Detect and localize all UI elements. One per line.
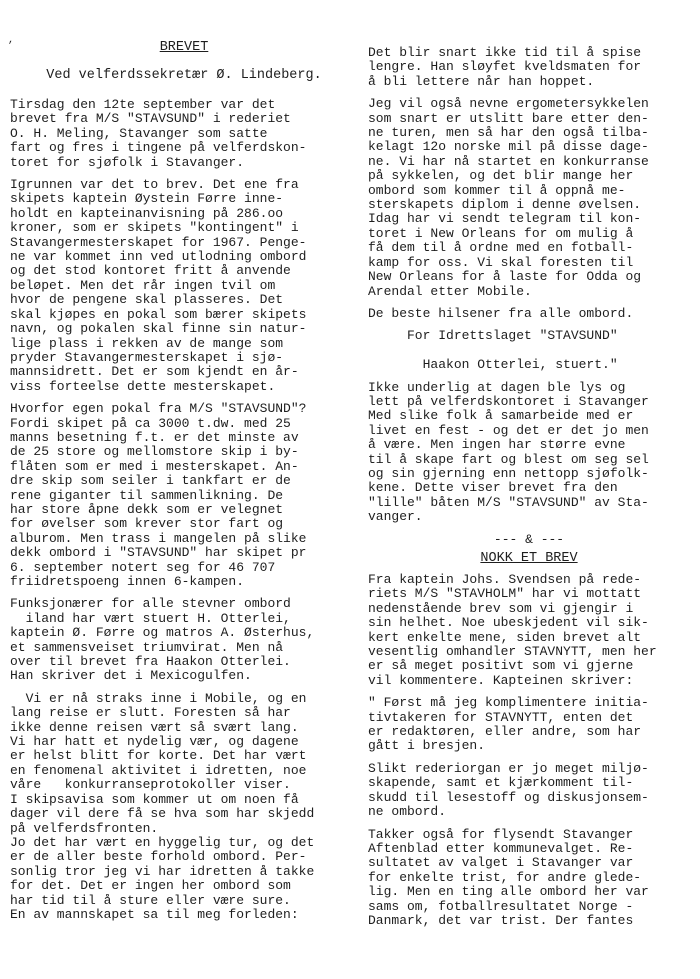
text-line: lig. Men en ting alle ombord her var — [368, 885, 649, 900]
text-line: en fenomenal aktivitet i idretten, noe — [10, 763, 307, 778]
paragraph — [368, 46, 690, 89]
right-column — [368, 46, 690, 936]
text-line: hvor de pengene skal plasseres. Det — [10, 293, 284, 308]
text-line: gått i bresjen. — [368, 739, 486, 754]
text-line: skal kjøpes en pokal som bærer skipets — [10, 307, 307, 322]
right-paragraphs-bottom — [368, 573, 690, 928]
text-line: få dem til å ordne med en fotball- — [368, 241, 634, 256]
section-separator: --- & --- — [493, 531, 565, 547]
text-line: ne. Vi har nå startet en konkurranse — [368, 154, 649, 169]
text-line: kelagt 12o norske mil på disse dage- — [368, 140, 649, 155]
text-line: lige plass i rekken av de mange som — [10, 336, 284, 351]
right-paragraphs-top — [368, 46, 690, 321]
signature-line: Haakon Otterlei, stuert." — [368, 357, 618, 373]
text-line: har tid til å sture eller være sure. — [10, 893, 291, 908]
text-line: og det stod kontoret fritt å anvende — [10, 264, 291, 279]
text-line: riets M/S "STAVHOLM" har vi mottatt — [368, 587, 642, 602]
text-line: " Først må jeg komplimentere initia- — [368, 696, 649, 711]
text-line: de 25 store og mellomstore skip i by- — [10, 445, 299, 460]
text-line: skudd til lesestoff og diskusjonsem- — [368, 790, 649, 805]
text-line: dre skip som seiler i tankfart er de — [10, 474, 291, 489]
text-line: for det. Det er ingen her ombord som — [10, 879, 291, 894]
text-line: "lille" båten M/S "STAVSUND" av Sta- — [368, 495, 649, 510]
text-line: navn, og pokalen skal finne sin natur- — [10, 322, 307, 337]
text-line: et sammensveiset triumvirat. Men nå — [10, 640, 284, 655]
text-line: livet en fest - og det er det jo men — [368, 423, 649, 438]
article-byline: Ved velferdssekretær Ø. Lindeberg. — [46, 68, 322, 83]
text-line: tivtakeren for STAVNYTT, enten det — [368, 710, 634, 725]
paragraph — [368, 696, 690, 754]
text-line: kroner, som er skipets "kontingent" i — [10, 221, 299, 236]
text-line: dekk ombord i "STAVSUND" har skipet pr — [10, 546, 307, 561]
paragraph — [10, 692, 358, 923]
text-line: lett på velferdskontoret i Stavanger — [368, 394, 649, 409]
text-line: fart og fres i tingene på velferdskon- — [10, 141, 307, 156]
text-line: ikke denne reisen vært så svært lang. — [10, 720, 299, 735]
text-line: Vi er nå straks inne i Mobile, og en — [10, 691, 307, 706]
text-line: er de aller beste forhold ombord. Per- — [10, 850, 307, 865]
corner-mark: , — [8, 35, 15, 46]
text-line: skipets kaptein Øystein Førre inne- — [10, 192, 284, 207]
text-line: I skipsavisa som kommer ut om noen få — [10, 792, 299, 807]
left-paragraphs — [10, 98, 358, 922]
text-line: sterskapets diplom i denne øvelsen. — [368, 198, 642, 213]
text-line: er så meget positivt som vi gjerne — [368, 659, 634, 674]
text-line: Jo det har vært en hyggelig tur, og det — [10, 835, 315, 850]
text-line: Slikt rederiorgan er jo meget miljø- — [368, 761, 649, 776]
text-line: for øvelser som krever stor fart og — [10, 517, 284, 532]
text-line: å bli lettere når han hoppet. — [368, 74, 595, 89]
text-line: Danmark, det var trist. Der fantes — [368, 913, 634, 928]
text-line: Det blir snart ikke tid til å spise — [368, 46, 642, 60]
text-line: skapende, samt et kjærkomment til- — [368, 776, 634, 791]
text-line: å være. Men ingen har større evne — [368, 438, 626, 453]
text-line: beløpet. Men det rår ingen tvil om — [10, 278, 276, 293]
text-line: til å skape fart og blest om seg sel — [368, 452, 649, 467]
second-heading: NOKK ET BREV — [480, 551, 578, 566]
text-line: Stavangermesterskapet for 1967. Penge- — [10, 235, 307, 250]
text-line: Tirsdag den 12te september var det — [10, 98, 276, 112]
text-line: holdt en kapteinanvisning på 286.oo — [10, 206, 284, 221]
text-line: vil kommentere. Kapteinen skriver: — [368, 673, 634, 688]
text-line: alburom. Men trass i mangelen på slike — [10, 531, 307, 546]
text-line: lengre. Han sløyfet kveldsmaten for — [368, 60, 642, 75]
text-line: Aftenblad etter kommunevalget. Re- — [368, 841, 634, 856]
signature-line: For Idrettslaget "STAVSUND" — [368, 328, 618, 344]
text-line: kene. Dette viser brevet fra den — [368, 481, 618, 496]
text-line: De beste hilsener fra alle ombord. — [368, 306, 634, 321]
text-line: mannsidrett. Det er som kjendt en år- — [10, 365, 299, 380]
text-line: nedenstående brev som vi gjengir i — [368, 601, 634, 616]
text-line: ne ombord. — [368, 805, 447, 820]
paragraph — [368, 762, 690, 820]
text-line: Idag har vi sendt telegram til kon- — [368, 212, 642, 227]
text-line: flåten som er med i mesterskapet. An- — [10, 459, 299, 474]
paragraph — [368, 573, 690, 688]
text-line: på velferdsfronten. — [10, 821, 159, 836]
text-line: friidretspoeng innen 6-kampen. — [10, 575, 245, 589]
text-line: En av mannskapet sa til meg forleden: — [10, 907, 299, 922]
text-line: New Orleans for å laste for Odda og — [368, 270, 642, 285]
paragraph — [368, 828, 690, 929]
paragraph — [368, 307, 690, 321]
signature-block — [368, 329, 690, 372]
text-line: Med slike folk å samarbeide med er — [368, 409, 634, 424]
text-line: er redaktøren, eller andre, som har — [368, 725, 642, 740]
text-line: sams om, fotballresultatet Norge - — [368, 899, 634, 914]
text-line: Fra kaptein Johs. Svendsen på rede- — [368, 573, 642, 587]
text-line: kert enkelte mene, siden brevet alt — [368, 630, 642, 645]
text-line: toret i New Orleans for om mulig å — [368, 226, 634, 241]
text-line: vanger. — [368, 510, 423, 525]
text-line: Funksjonærer for alle stevner ombord — [10, 597, 291, 612]
paragraph — [10, 402, 358, 589]
paragraph — [368, 381, 690, 525]
paragraph — [10, 98, 358, 170]
text-line: manns besetning f.t. er det minste av — [10, 430, 299, 445]
text-line: sonlig tror jeg vi har idretten å takke — [10, 864, 315, 879]
text-line: og sin gjerning enn nettopp sjøfolk- — [368, 466, 649, 481]
text-line: sin helhet. Noe ubeskjedent vil sik- — [368, 616, 649, 631]
text-line: for enkelte trist, for andre glede- — [368, 870, 642, 885]
text-line: over til brevet fra Haakon Otterlei. — [10, 655, 291, 670]
text-line: Takker også for flysendt Stavanger — [368, 827, 634, 842]
text-line: sultatet av valget i Stavanger var — [368, 856, 634, 871]
text-line: brevet fra M/S "STAVSUND" i rederiet — [10, 112, 291, 127]
text-line: dager vil dere få se hva som har skjedd — [10, 807, 315, 822]
text-line: Igrunnen var det to brev. Det ene fra — [10, 178, 299, 193]
text-line: ne var kommet inn ved utlodning ombord — [10, 250, 307, 265]
text-line: vesentlig omhandler STAVNYTT, men her — [368, 645, 657, 660]
text-line: Han skriver det i Mexicogulfen. — [10, 669, 252, 684]
text-line: som snart er utslitt bare etter den- — [368, 111, 649, 126]
text-line: kamp for oss. Vi skal foresten til — [368, 255, 634, 270]
text-line: på sykkelen, og det blir mange her — [368, 169, 634, 184]
signature-line — [368, 344, 690, 358]
text-line: viss forteelse dette mesterskapet. — [10, 379, 276, 394]
text-line: 6. september notert seg for 46 707 — [10, 560, 276, 575]
text-line: ombord som kommer til å oppnå me- — [368, 183, 626, 198]
text-line: lang reise er slutt. Foresten så har — [10, 706, 291, 721]
article-heading: BREVET — [159, 40, 209, 55]
text-line: Arendal etter Mobile. — [368, 284, 532, 299]
text-line: Vi har hatt et nydelig vær, og dagene — [10, 735, 299, 750]
text-line: toret for sjøfolk i Stavanger. — [10, 155, 245, 170]
text-line: rene giganter til sammenlikning. De — [10, 488, 284, 503]
text-line: Ikke underlig at dagen ble lys og — [368, 380, 626, 395]
text-line: har store åpne dekk som er velegnet — [10, 502, 284, 517]
left-column — [10, 40, 358, 930]
text-line: våre konkurranseprotokoller viser. — [10, 778, 291, 793]
text-line: er helst blitt for korte. Det har vært — [10, 749, 307, 764]
text-line: kaptein Ø. Førre og matros A. Østerhus, — [10, 626, 315, 641]
text-line: ne turen, men så har den også tilba- — [368, 126, 649, 141]
text-line: O. H. Meling, Stavanger som satte — [10, 126, 268, 141]
text-line: Fordi skipet på ca 3000 t.dw. med 25 — [10, 416, 291, 431]
text-line: iland har vært stuert H. Otterlei, — [10, 611, 291, 626]
paragraph — [10, 178, 358, 394]
paragraph — [10, 597, 358, 683]
text-line: Jeg vil også nevne ergometersykkelen — [368, 97, 649, 112]
right-paragraphs-mid — [368, 381, 690, 525]
paragraph — [368, 97, 690, 299]
text-line: Hvorfor egen pokal fra M/S "STAVSUND"? — [10, 402, 307, 417]
text-line: pryder Stavangermesterskapet i sjø- — [10, 350, 284, 365]
